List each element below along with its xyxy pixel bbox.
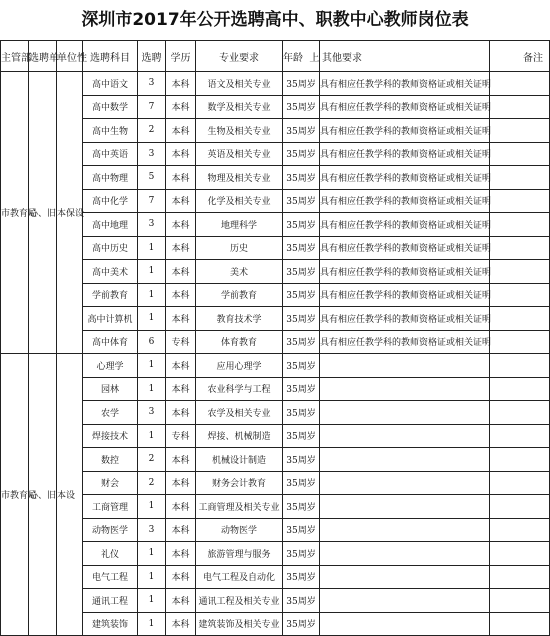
table-row: [1, 401, 550, 425]
header-unit: 选聘单: [29, 41, 57, 72]
table-row: [1, 589, 550, 613]
edu-cell: 本科: [166, 448, 196, 472]
subject-cell: 财会: [83, 471, 138, 495]
count-cell: 2: [138, 471, 166, 495]
table-row: [1, 565, 550, 589]
edu-cell: 本科: [166, 542, 196, 566]
count-cell: 1: [138, 354, 166, 378]
major-cell: 教育技术学: [196, 307, 283, 331]
age-cell: 35周岁: [283, 236, 320, 260]
header-age: [283, 41, 320, 72]
age-cell: 35周岁: [283, 260, 320, 284]
remark-cell: [490, 283, 550, 307]
age-cell: 35周岁: [283, 95, 320, 119]
edu-cell: 本科: [166, 377, 196, 401]
table-row: [1, 424, 550, 448]
edu-cell: 本科: [166, 283, 196, 307]
remark-cell: [490, 72, 550, 96]
edu-cell: 本科: [166, 213, 196, 237]
table-row: [1, 283, 550, 307]
count-cell: 3: [138, 401, 166, 425]
major-cell: 物理及相关专业: [196, 166, 283, 190]
count-cell: 1: [138, 542, 166, 566]
remark-cell: [490, 166, 550, 190]
other-cell: 具有相应任教学科的教师资格证或相关证明: [320, 283, 490, 307]
edu-cell: 本科: [166, 401, 196, 425]
major-cell: 化学及相关专业: [196, 189, 283, 213]
unit-cell: 心、旧: [29, 72, 57, 354]
subject-cell: 高中化学: [83, 189, 138, 213]
count-cell: 1: [138, 589, 166, 613]
age-cell: 35周岁: [283, 283, 320, 307]
count-cell: 1: [138, 495, 166, 519]
age-cell: 35周岁: [283, 142, 320, 166]
count-cell: 2: [138, 448, 166, 472]
remark-cell: [490, 307, 550, 331]
header-age-label: 年龄: [283, 52, 303, 64]
other-cell: [320, 471, 490, 495]
remark-cell: [490, 424, 550, 448]
subject-cell: 高中语文: [83, 72, 138, 96]
remark-cell: [490, 401, 550, 425]
header-remark: 备注: [490, 41, 550, 72]
subject-cell: 建筑装饰: [83, 612, 138, 636]
age-cell: 35周岁: [283, 377, 320, 401]
other-cell: 具有相应任教学科的教师资格证或相关证明: [320, 119, 490, 143]
subject-cell: 高中美术: [83, 260, 138, 284]
table-row: [1, 307, 550, 331]
other-cell: [320, 612, 490, 636]
remark-cell: [490, 189, 550, 213]
edu-cell: 本科: [166, 166, 196, 190]
other-cell: [320, 354, 490, 378]
edu-cell: 本科: [166, 72, 196, 96]
count-cell: 1: [138, 260, 166, 284]
remark-cell: [490, 542, 550, 566]
remark-cell: [490, 330, 550, 354]
edu-cell: 本科: [166, 354, 196, 378]
remark-cell: [490, 260, 550, 284]
count-cell: 1: [138, 283, 166, 307]
dept-cell: 市教育局: [1, 354, 29, 636]
table-row: [1, 72, 550, 96]
position-table: [0, 40, 550, 636]
table-row: [1, 518, 550, 542]
major-cell: 生物及相关专业: [196, 119, 283, 143]
other-cell: [320, 377, 490, 401]
other-cell: 具有相应任教学科的教师资格证或相关证明: [320, 72, 490, 96]
subject-cell: 动物医学: [83, 518, 138, 542]
subject-cell: 焊接技术: [83, 424, 138, 448]
subject-cell: 电气工程: [83, 565, 138, 589]
age-cell: 35周岁: [283, 354, 320, 378]
header-subject: 选聘科目: [83, 41, 138, 72]
other-cell: [320, 448, 490, 472]
count-cell: 3: [138, 142, 166, 166]
edu-cell: 本科: [166, 119, 196, 143]
edu-cell: 本科: [166, 565, 196, 589]
table-row: [1, 377, 550, 401]
major-cell: 英语及相关专业: [196, 142, 283, 166]
major-cell: 语文及相关专业: [196, 72, 283, 96]
remark-cell: [490, 471, 550, 495]
subject-cell: 高中物理: [83, 166, 138, 190]
table-row: [1, 166, 550, 190]
subject-cell: 高中英语: [83, 142, 138, 166]
header-count: 选聘: [138, 41, 166, 72]
edu-cell: 本科: [166, 95, 196, 119]
count-cell: 3: [138, 72, 166, 96]
table-row: [1, 354, 550, 378]
count-cell: 5: [138, 166, 166, 190]
count-cell: 6: [138, 330, 166, 354]
table-row: [1, 95, 550, 119]
header-unit-type: 单位性: [57, 41, 83, 72]
subject-cell: 数控: [83, 448, 138, 472]
age-cell: 35周岁: [283, 518, 320, 542]
major-cell: 历史: [196, 236, 283, 260]
remark-cell: [490, 589, 550, 613]
age-cell: 35周岁: [283, 213, 320, 237]
unit-cell: 心、旧: [29, 354, 57, 636]
edu-cell: 本科: [166, 189, 196, 213]
remark-cell: [490, 612, 550, 636]
header-age-extra: 上: [309, 52, 320, 64]
age-cell: 35周岁: [283, 589, 320, 613]
subject-cell: 心理学: [83, 354, 138, 378]
other-cell: [320, 424, 490, 448]
age-cell: 35周岁: [283, 565, 320, 589]
major-cell: 农业科学与工程: [196, 377, 283, 401]
major-cell: 工商管理及相关专业: [196, 495, 283, 519]
other-cell: 具有相应任教学科的教师资格证或相关证明: [320, 213, 490, 237]
edu-cell: 本科: [166, 518, 196, 542]
major-cell: 学前教育: [196, 283, 283, 307]
major-cell: 农学及相关专业: [196, 401, 283, 425]
subject-cell: 高中数学: [83, 95, 138, 119]
count-cell: 1: [138, 565, 166, 589]
age-cell: 35周岁: [283, 448, 320, 472]
major-cell: 机械设计制造: [196, 448, 283, 472]
table-row: [1, 448, 550, 472]
remark-cell: [490, 354, 550, 378]
subject-cell: 高中生物: [83, 119, 138, 143]
subject-cell: 礼仪: [83, 542, 138, 566]
header-row: [1, 41, 550, 72]
table-row: [1, 142, 550, 166]
major-cell: 建筑装饰及相关专业: [196, 612, 283, 636]
other-cell: [320, 401, 490, 425]
table-row: [1, 330, 550, 354]
unit-type-cell: 本保设: [57, 72, 83, 354]
other-cell: [320, 542, 490, 566]
edu-cell: 专科: [166, 424, 196, 448]
table-row: [1, 119, 550, 143]
count-cell: 7: [138, 189, 166, 213]
subject-cell: 高中体育: [83, 330, 138, 354]
remark-cell: [490, 377, 550, 401]
subject-cell: 学前教育: [83, 283, 138, 307]
remark-cell: [490, 95, 550, 119]
subject-cell: 农学: [83, 401, 138, 425]
age-cell: 35周岁: [283, 330, 320, 354]
other-cell: 具有相应任教学科的教师资格证或相关证明: [320, 307, 490, 331]
table-row: [1, 260, 550, 284]
major-cell: 动物医学: [196, 518, 283, 542]
count-cell: 1: [138, 236, 166, 260]
other-cell: [320, 518, 490, 542]
header-major: 专业要求: [196, 41, 283, 72]
major-cell: 电气工程及自动化: [196, 565, 283, 589]
edu-cell: 本科: [166, 589, 196, 613]
edu-cell: 本科: [166, 307, 196, 331]
major-cell: 焊接、机械制造: [196, 424, 283, 448]
major-cell: 财务会计教育: [196, 471, 283, 495]
count-cell: 1: [138, 612, 166, 636]
edu-cell: 本科: [166, 142, 196, 166]
remark-cell: [490, 565, 550, 589]
age-cell: 35周岁: [283, 119, 320, 143]
other-cell: 具有相应任教学科的教师资格证或相关证明: [320, 260, 490, 284]
age-cell: 35周岁: [283, 495, 320, 519]
table-row: [1, 542, 550, 566]
other-cell: 具有相应任教学科的教师资格证或相关证明: [320, 236, 490, 260]
other-cell: [320, 589, 490, 613]
table-row: [1, 471, 550, 495]
subject-cell: 高中地理: [83, 213, 138, 237]
age-cell: 35周岁: [283, 189, 320, 213]
count-cell: 7: [138, 95, 166, 119]
other-cell: [320, 565, 490, 589]
remark-cell: [490, 518, 550, 542]
count-cell: 3: [138, 518, 166, 542]
edu-cell: 本科: [166, 612, 196, 636]
other-cell: 具有相应任教学科的教师资格证或相关证明: [320, 189, 490, 213]
remark-cell: [490, 495, 550, 519]
age-cell: 35周岁: [283, 471, 320, 495]
table-row: [1, 236, 550, 260]
other-cell: 具有相应任教学科的教师资格证或相关证明: [320, 166, 490, 190]
other-cell: 具有相应任教学科的教师资格证或相关证明: [320, 142, 490, 166]
age-cell: 35周岁: [283, 542, 320, 566]
count-cell: 3: [138, 213, 166, 237]
edu-cell: 本科: [166, 260, 196, 284]
remark-cell: [490, 448, 550, 472]
major-cell: 旅游管理与服务: [196, 542, 283, 566]
age-cell: 35周岁: [283, 72, 320, 96]
table-row: [1, 495, 550, 519]
edu-cell: 本科: [166, 471, 196, 495]
subject-cell: 工商管理: [83, 495, 138, 519]
count-cell: 1: [138, 307, 166, 331]
age-cell: 35周岁: [283, 612, 320, 636]
count-cell: 2: [138, 119, 166, 143]
header-dept: 主管部: [1, 41, 29, 72]
remark-cell: [490, 236, 550, 260]
major-cell: 美术: [196, 260, 283, 284]
edu-cell: 本科: [166, 495, 196, 519]
age-cell: 35周岁: [283, 401, 320, 425]
header-edu: 学历: [166, 41, 196, 72]
subject-cell: 高中历史: [83, 236, 138, 260]
age-cell: 35周岁: [283, 307, 320, 331]
subject-cell: 高中计算机: [83, 307, 138, 331]
subject-cell: 园林: [83, 377, 138, 401]
major-cell: 地理科学: [196, 213, 283, 237]
other-cell: 具有相应任教学科的教师资格证或相关证明: [320, 330, 490, 354]
edu-cell: 本科: [166, 236, 196, 260]
edu-cell: 专科: [166, 330, 196, 354]
table-row: [1, 612, 550, 636]
major-cell: 体育教育: [196, 330, 283, 354]
remark-cell: [490, 119, 550, 143]
age-cell: 35周岁: [283, 166, 320, 190]
page-title: 深圳市2017年公开选聘高中、职教中心教师岗位表: [81, 10, 469, 30]
subject-cell: 通讯工程: [83, 589, 138, 613]
remark-cell: [490, 142, 550, 166]
unit-type-cell: 本设: [57, 354, 83, 636]
header-other: 其他要求: [320, 41, 490, 72]
count-cell: 1: [138, 424, 166, 448]
major-cell: 应用心理学: [196, 354, 283, 378]
age-cell: 35周岁: [283, 424, 320, 448]
dept-cell: 市教育局: [1, 72, 29, 354]
remark-cell: [490, 213, 550, 237]
count-cell: 1: [138, 377, 166, 401]
other-cell: 具有相应任教学科的教师资格证或相关证明: [320, 95, 490, 119]
major-cell: 通讯工程及相关专业: [196, 589, 283, 613]
other-cell: [320, 495, 490, 519]
major-cell: 数学及相关专业: [196, 95, 283, 119]
